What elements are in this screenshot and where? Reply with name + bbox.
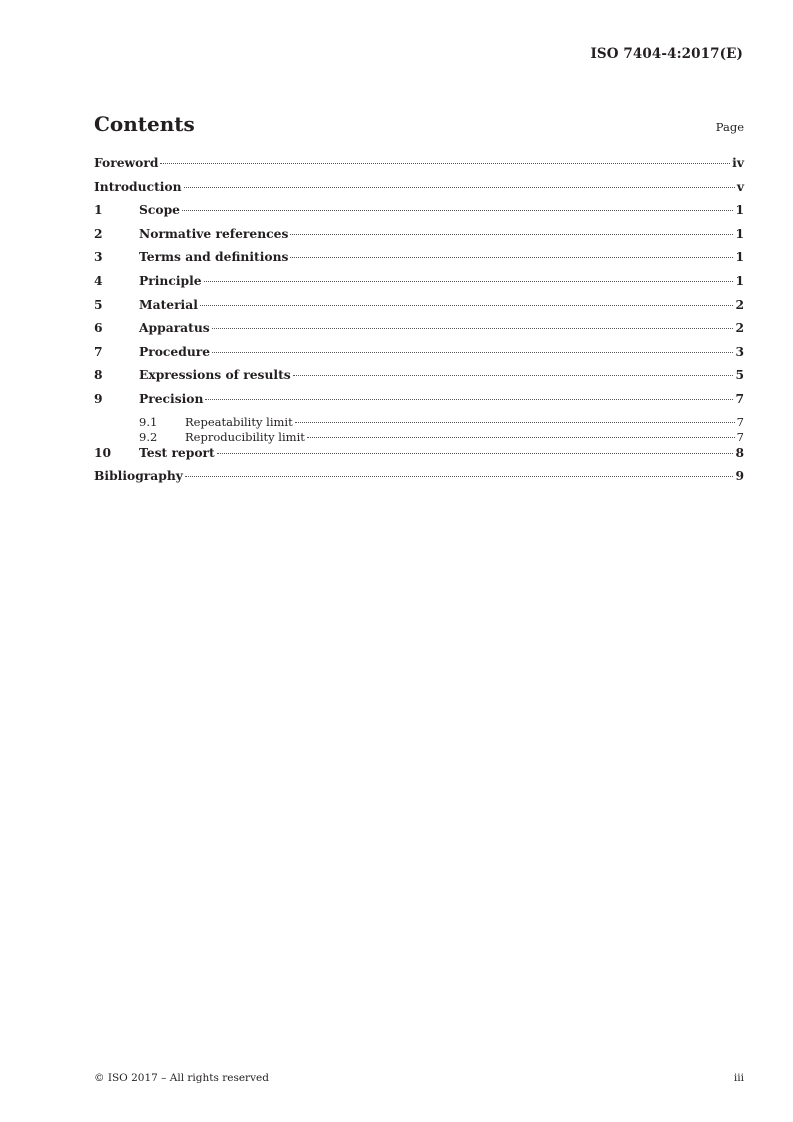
toc-entry[interactable] xyxy=(94,273,744,297)
toc-entry-page[interactable]: 1 xyxy=(735,202,744,218)
toc-entry-page[interactable]: 1 xyxy=(735,249,744,265)
toc-entry-title[interactable]: Procedure xyxy=(139,343,211,359)
toc-entry-number: 8 xyxy=(94,367,103,383)
toc-entry-number: 3 xyxy=(94,249,103,265)
toc-entry-title[interactable]: Foreword xyxy=(94,155,159,170)
toc-entry-title[interactable]: Scope xyxy=(139,202,180,218)
toc-entry-number: 7 xyxy=(94,343,103,359)
toc-entry-number: 4 xyxy=(94,272,103,288)
contents-header xyxy=(94,112,744,136)
toc-entry-title[interactable]: Reproducibility limit xyxy=(185,429,305,444)
dot-leader xyxy=(295,422,735,423)
toc-entry[interactable] xyxy=(94,297,744,321)
toc-entry[interactable] xyxy=(94,445,744,469)
toc-entry-number: 10 xyxy=(94,444,112,460)
toc-entry-number: 9.1 xyxy=(139,414,158,429)
toc-entry-page[interactable]: v xyxy=(736,178,744,194)
toc-entry-page[interactable]: 2 xyxy=(735,296,744,312)
toc-entry[interactable] xyxy=(94,249,744,273)
toc-subentry[interactable] xyxy=(94,430,744,445)
toc-entry-page[interactable]: 1 xyxy=(735,272,744,288)
page-column-label: Page xyxy=(715,120,744,134)
dot-leader xyxy=(182,210,733,211)
page-number: iii xyxy=(733,1072,744,1084)
toc-entry-page[interactable]: 8 xyxy=(735,444,744,460)
toc-entry-page[interactable]: 9 xyxy=(735,468,744,484)
toc-entry-page[interactable]: 7 xyxy=(736,414,744,429)
dot-leader xyxy=(205,399,733,400)
toc-entry-number: 2 xyxy=(94,225,103,241)
toc-entry-page[interactable]: 3 xyxy=(735,343,744,359)
toc-entry-title[interactable]: Repeatability limit xyxy=(185,414,293,429)
toc-entry[interactable] xyxy=(94,202,744,226)
toc-entry-title[interactable]: Bibliography xyxy=(94,468,183,484)
dot-leader xyxy=(212,352,733,353)
toc-entry-page[interactable]: 2 xyxy=(735,320,744,336)
toc-entry-number: 9 xyxy=(94,390,103,406)
toc-entry-title[interactable]: Precision xyxy=(139,390,204,406)
toc-entry-page[interactable]: 1 xyxy=(735,225,744,241)
document-identifier: ISO 7404-4:2017(E) xyxy=(590,46,743,62)
dot-leader xyxy=(160,163,730,164)
dot-leader xyxy=(307,437,735,438)
toc-entry[interactable] xyxy=(94,155,744,179)
copyright-notice: © ISO 2017 – All rights reserved xyxy=(94,1072,269,1084)
dot-leader xyxy=(212,328,734,329)
dot-leader xyxy=(204,281,734,282)
toc-entry-title[interactable]: Terms and definitions xyxy=(139,249,289,265)
toc-entry-title[interactable]: Normative references xyxy=(139,225,289,241)
toc-entry-title[interactable]: Principle xyxy=(139,272,202,288)
toc-entry-number: 5 xyxy=(94,296,103,312)
toc-entry[interactable] xyxy=(94,344,744,368)
toc-entry-page[interactable]: 7 xyxy=(736,429,744,444)
dot-leader xyxy=(290,257,733,258)
toc-entry[interactable] xyxy=(94,468,744,492)
toc-entry-page[interactable]: iv xyxy=(732,155,744,170)
page-footer xyxy=(94,1072,744,1084)
toc-entry-number: 9.2 xyxy=(139,429,158,444)
toc-entry-title[interactable]: Material xyxy=(139,296,198,312)
toc-entry-title[interactable]: Expressions of results xyxy=(139,367,291,383)
toc-entry[interactable] xyxy=(94,179,744,203)
dot-leader xyxy=(200,305,734,306)
toc-subentry[interactable] xyxy=(94,415,744,430)
toc-entry[interactable] xyxy=(94,320,744,344)
toc-entry[interactable] xyxy=(94,367,744,391)
toc-entry-page[interactable]: 7 xyxy=(735,390,744,406)
table-of-contents xyxy=(94,155,744,492)
dot-leader xyxy=(290,234,733,235)
toc-entry-number: 1 xyxy=(94,202,103,218)
contents-title: Contents xyxy=(94,112,195,136)
toc-entry[interactable] xyxy=(94,226,744,250)
toc-entry-number: 6 xyxy=(94,320,103,336)
toc-entry-title[interactable]: Apparatus xyxy=(139,320,210,336)
toc-entry-title[interactable]: Introduction xyxy=(94,178,182,194)
toc-entry-title[interactable]: Test report xyxy=(139,444,215,460)
toc-entry[interactable] xyxy=(94,391,744,415)
dot-leader xyxy=(185,476,734,477)
dot-leader xyxy=(293,375,734,376)
dot-leader xyxy=(217,453,734,454)
toc-entry-page[interactable]: 5 xyxy=(735,367,744,383)
dot-leader xyxy=(184,187,735,188)
